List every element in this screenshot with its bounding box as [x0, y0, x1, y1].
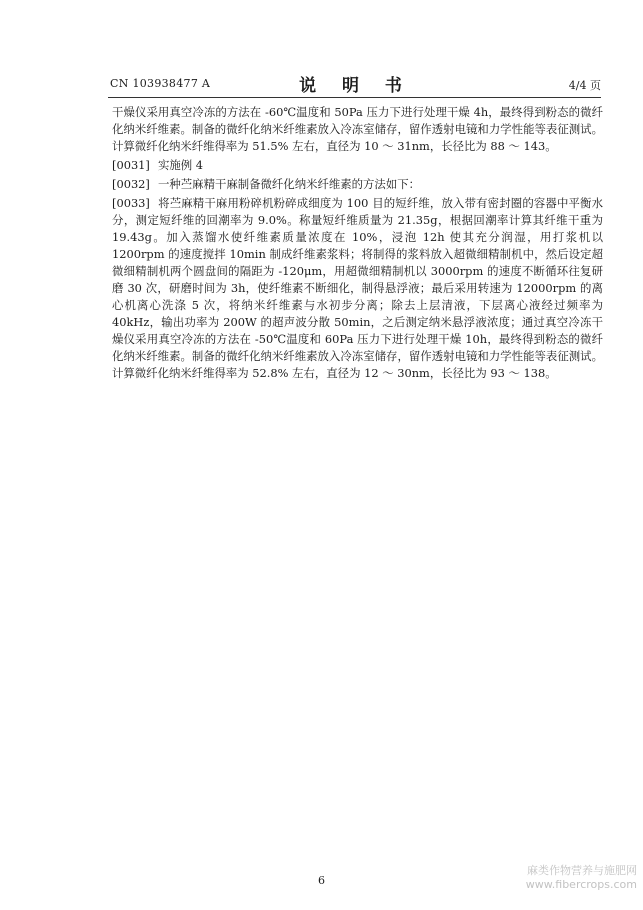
document-body [112, 104, 603, 384]
paragraph-text: 将苎麻精干麻用粉碎机粉碎成细度为 100 目的短纤维，放入带有密封圈的容器中平衡水分，测定短纤维的回潮率为 9.0%。称量短纤维质量为 21.35g，根据回潮率计算其纤维干重为 19.43g。加入蒸馏水使纤维素质量浓度在 10%，浸泡 12h 使其充分润湿，用打浆机以 1200rpm 的速度搅拌 10min 制成纤维素浆料；将制得的浆料放入超微细精制机中，然后设定超微细精制机两个圆盘间的隔距为 -120μm，用超微细精制机以 3000rpm 的速度不断循环往复研磨 30 次，研磨时间为 3h，使纤维素不断细化，制得悬浮液；最后采用转速为 12000rpm 的离心机离心洗涤 5 次，将纳米纤维素与水初步分离；除去上层清液，下层离心液经过频率为 40kHz，输出功率为 200W 的超声波分散 50min，之后测定纳米悬浮液浓度；通过真空冷冻干燥仪采用真空冷冻的方法在 -50℃温度和 60Pa 压力下进行处理干燥 10h，最终得到粉态的微纤化纳米纤维素。制备的微纤化纳米纤维素放入冷冻室储存，留作透射电镜和力学性能等表征测试。计算微纤化纳米纤维得率为 52.8% 左右，直径为 12 ～ 30nm，长径比为 93 ～ 138。 [112, 196, 603, 380]
page-indicator: 4/4 页 [568, 79, 601, 92]
watermark [526, 864, 637, 892]
paragraph-0032 [112, 176, 603, 193]
paragraph-0031 [112, 157, 603, 174]
paragraph-text: 一种苎麻精干麻制备微纤化纳米纤维素的方法如下： [158, 177, 420, 191]
paragraph-text: 实施例 4 [158, 158, 204, 172]
paragraph-number: [0033] [112, 196, 150, 210]
page-number: 6 [318, 874, 325, 887]
paragraph-number: [0032] [112, 177, 150, 191]
watermark-line1: 麻类作物营养与施肥网 [527, 864, 637, 877]
paragraph-0033 [112, 195, 603, 382]
document-title: 说 明 书 [299, 76, 412, 96]
watermark-line2: www.fibercrops.com [525, 878, 637, 891]
header-divider [108, 97, 601, 98]
patent-number: CN 103938477 A [110, 77, 211, 90]
continuation-paragraph: 干燥仪采用真空冷冻的方法在 -60℃温度和 50Pa 压力下进行处理干燥 4h，最终得到粉态的微纤化纳米纤维素。制备的微纤化纳米纤维素放入冷冻室储存，留作透射电镜和力学性能等表征测试。计算微纤化纳米纤维得率为 51.5% 左右，直径为 10 ～ 31nm，长径比为 88 ～ 143。 [112, 105, 603, 153]
paragraph-number: [0031] [112, 158, 150, 172]
page-header [110, 71, 601, 95]
